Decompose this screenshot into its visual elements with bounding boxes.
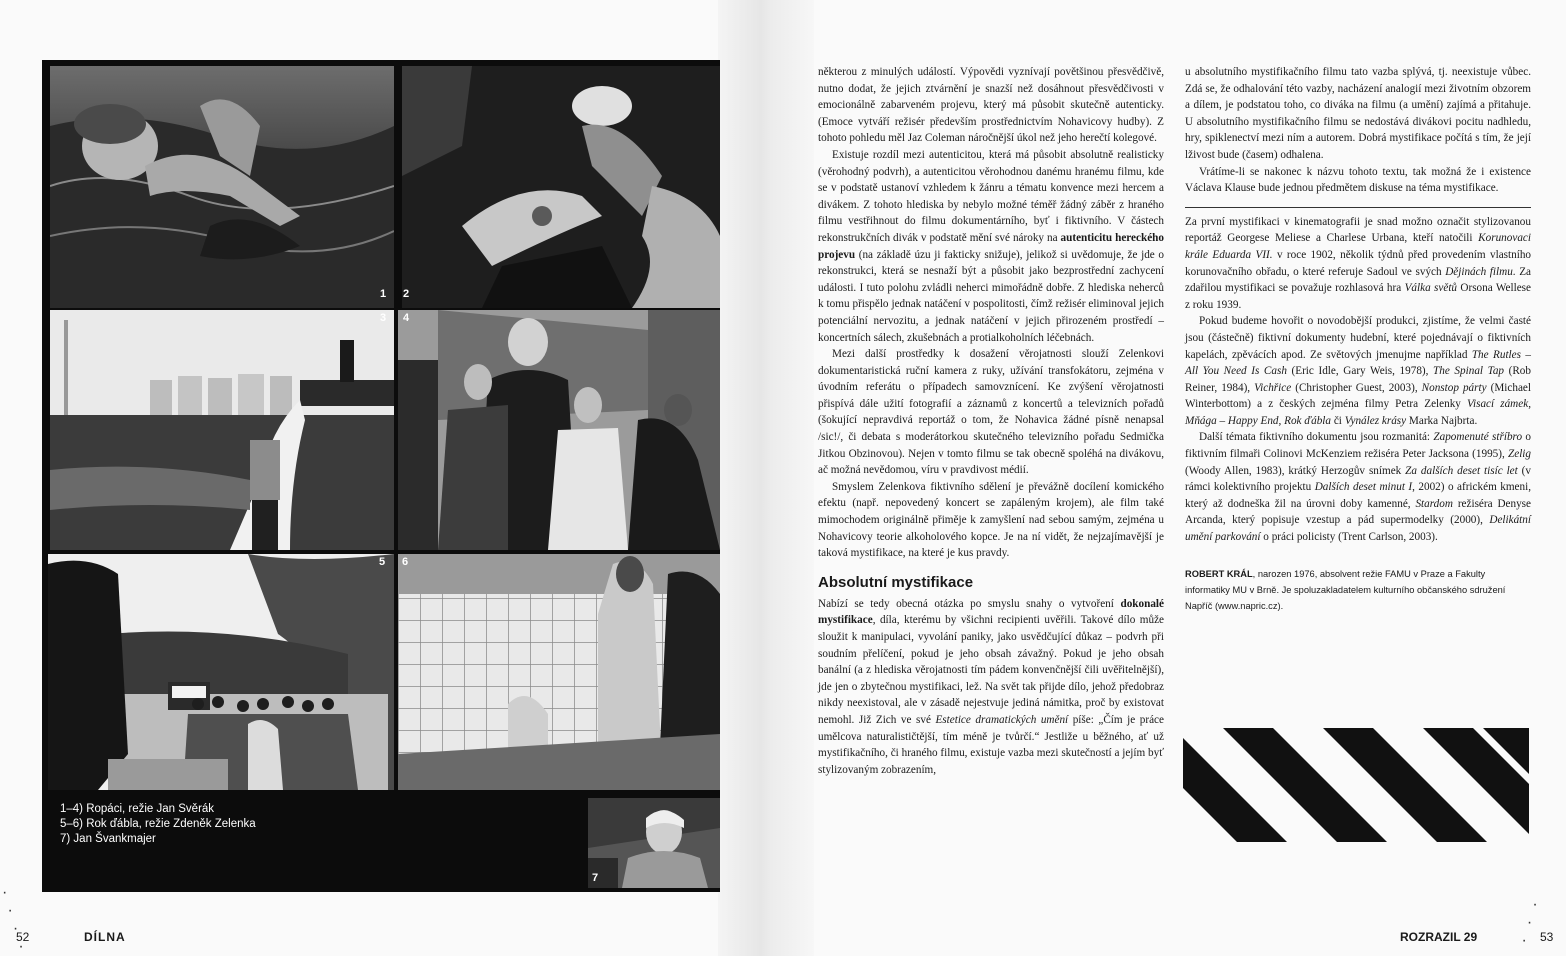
- paragraph: u absolutního mystifikačního filmu tato vazba splývá, tj. neexistuje vůbec. Zdá se, že odhalování této vazby, nacházení analogií mezi životním obzorem a dílem, je podstatou toho, co diváka na filmu (a umění) zajímá a přitahuje. U absolutního mystifikačního filmu se nedostává divákovi pocitu nadhledu, hry, spiklenectví mezi ním a autorem. Dobrá mystifikace počítá s tím, že její lživost bude (časem) odhalena.: [1185, 66, 1531, 161]
- caption-line-3: 7) Jan Švankmajer: [60, 833, 156, 845]
- paragraph: Nabízí se tedy obecná otázka po smyslu snahy o vytvoření dokonalé mystifikace, díla, kterému by všichni recipienti uvěřili. Takové dílo může sloužit k manipulaci, vyvolání paniky, jako usvědčující důkaz – podvrh při soudním přelíčení, pokud je jeho obsah závažný. Pokud je jeho obsah banální (a z hlediska věrojatnosti tím pádem konvenčnější čili uvěřitelnější), jde jen o zbytečnou mystifikaci, lež. Na svět tak přijde dílo, jehož předobraz nikdy neexistoval, ale v zásadě nejestvuje jediná námitka, proč by existovat nemohl. Již Zich ve své Estetice dramatických umění píše: „Čím je práce umělcova naturalističtější, tím méně je tvůrčí.“ Jestliže u běžného, ať už mystifikačního, či hraného filmu, existuje vazba mezi skutečností a jejím byť stylizovaným zobrazením,: [818, 597, 1164, 776]
- figure-label-5: 5: [379, 556, 386, 568]
- figure-label-7: 7: [592, 872, 599, 884]
- right-magazine-title: ROZRAZIL 29: [1400, 930, 1478, 944]
- left-page-number: 52: [16, 930, 30, 944]
- divider: [1185, 207, 1531, 208]
- figure-label-6: 6: [402, 556, 409, 568]
- paragraph: Vrátíme-li se nakonec k názvu tohoto textu, tak možná že i existence Václava Klause bude jednou předmětem diskuse na téma mystifikace.: [1185, 165, 1531, 195]
- page-gutter: [718, 0, 814, 956]
- paragraph: některou z minulých událostí. Výpovědi vyznívají povětšinou přesvědčivě, nutno dodat, že jejich ztvárnění je snazší než dosáhnout přesvědčivosti v emocionálně zabarveném projevu, který má působit skutečně autenticky. (Emoce vytváří režisér především prostřednictvím Nohavicovy hudby). Z tohoto pohledu měl Jaz Coleman náročnější úkol než jeho herečtí kolegové.: [818, 66, 1164, 145]
- decorative-dots-right: · · ·: [1516, 896, 1539, 949]
- section-heading: Absolutní mystifikace: [818, 573, 974, 591]
- paragraph: Smyslem Zelenkova fiktivního sdělení je převážně docílení komického efektu (např. nepovedený koncert se zapáleným krojem), ale film také mimochodem originálně přiměje k zamyšlení nad sebou samým, zejména u Nohavicovy teorie alkoholového kopce. Je na ní vidět, že nejzajímavější je taková mystifikace, na které je kus pravdy.: [818, 480, 1164, 560]
- paragraph: Mezi další prostředky k dosažení věrojatnosti slouží Zelenkovi dokumentaristická ruční kamera z ruky, užívání transfokátoru, zejména v úvodním referátu o případech samovznícení. Ke zvýšení věrojatnosti přispívá dále užití fotografií a záznamů z koncertů a televizních pořadů (šokující nepravdivá reportáž o tom, že Nohavica žádné písně nenapsal /sic!/, či debata s moderátorkou skutečného televizního pořadu Sedmička Jitkou Obzinovou). Nejen v tomto filmu se tak obecně spoléhá na divákovu, ač možná nevědomou, víru v pravdivost médií.: [818, 348, 1164, 477]
- photo-2-hands: [402, 66, 720, 308]
- photo-7-portrait: [588, 798, 720, 888]
- photo-caption: [60, 802, 256, 847]
- caption-line-2: 5–6) Rok ďábla, režie Zdeněk Zelenka: [60, 818, 256, 830]
- author-bio: ROBERT KRÁL, narozen 1976, absolvent režie FAMU v Praze a Fakulty informatiky MU v Brně. Je spoluzakladatelem kulturního občanského sdružení Napříč (www.napric.cz).: [1185, 568, 1506, 611]
- figure-label-4: 4: [403, 312, 410, 324]
- photo-5-outdoor-gathering: [48, 554, 394, 790]
- photo-1-man-in-water: [50, 66, 394, 308]
- photo-3-cooling-towers: [50, 310, 394, 550]
- decorative-dots-left: · · · ·: [2, 884, 25, 955]
- text-column-1: [818, 64, 1164, 778]
- caption-line-1: 1–4) Ropáci, režie Jan Svěrák: [60, 803, 215, 815]
- photo-4-group-of-men: [398, 310, 720, 550]
- paragraph: Pokud budeme hovořit o novodobější produkci, zjistíme, že velmi časté jsou (částečně) fiktivní dokumenty hudební, které pojednávají o fiktivních kapelách, zpěvácích apod. Ze světových jmenujme například The Rutles – All You Need Is Cash (Eric Idle, Gary Weis, 1978), The Spinal Tap (Rob Reiner, 1984), Vichřice (Christopher Guest, 2003), Nonstop párty (Michael Winterbottom) a z českých zejména filmy Petra Zelenky Visací zámek, Mňága – Happy End, Rok ďábla či Vynález krásy Marka Najbrta.: [1185, 315, 1531, 427]
- figure-label-2: 2: [403, 288, 410, 300]
- left-section-title: DÍLNA: [84, 930, 126, 944]
- paragraph: Další témata fiktivního dokumentu jsou rozmanitá: Zapomenuté stříbro o fiktivním filmaři Colinovi McKenziem režiséra Peter Jacksona (1995), Zelig (Woody Allen, 1983), krátký Herzogův snímek Za dalších deset tisíc let (v rámci kolektivního projektu Dalších deset minut I, 2002) o africkém kmeni, který až dodneška žil na úrovni doby kamenné, Stardom režiséra Denyse Arcanda, který popisuje vzestup a pád supermodelky (2000), Delikátní umění parkování o práci policisty (Trent Carlson, 2003).: [1185, 431, 1532, 544]
- photo-collage: [42, 60, 720, 892]
- diagonal-stripes-graphic: [1183, 728, 1529, 842]
- figure-label-1: 1: [380, 288, 387, 300]
- figure-label-3: 3: [380, 312, 387, 324]
- text-column-2: [1185, 64, 1531, 614]
- right-page-number: 53: [1540, 930, 1554, 944]
- paragraph: Za první mystifikaci v kinematografii je snad možno označit stylizovanou reportáž Georgese Meliese a Charlese Urbana, kteří natočili Korunovaci krále Eduarda VII. v roce 1902, několik týdnů před provedením vlastního korunovačního obřadu, o které referuje Sadoul ve svých Dějinách filmu. Za zdařilou mystifikaci se považuje rozhlasová hra Válka světů Orsona Wellese z roku 1939.: [1185, 215, 1532, 311]
- paragraph: Existuje rozdíl mezi autenticitou, která má působit absolutně realisticky (věrohodný podvrh), a autenticitou věrohodnou danému hranému filmu, kde se v podstatě ustanoví vzhledem k žánru a tématu konvence mezi hercem a divákem. Z tohoto hlediska by nebylo možné téměř žádný záběr z hraného filmu vestřihnout do filmu dokumentárního, byť i fiktivního. V částech rekonstrukčních divák v podstatě mění své nároky na autenticitu hereckého projevu (na základě úzu ji fakticky snižuje), jelikož si uvědomuje, že jde o rekonstrukci, která se nesnaží být a působit jako bezprostřední zachycení události. I tuto polohu zvládli neherci mimořádně dobře. Z hlediska neherců k tomu přispělo jednak natáčení v pospolitosti, čímž režisér eliminoval jejich potenciální nervozitu, a jednak natáčení v jejich přirozeném prostředí – koncertních sálech, zkušebnách a protialkoholních léčebnách.: [818, 148, 1164, 344]
- photo-6-tiled-room: [398, 554, 720, 790]
